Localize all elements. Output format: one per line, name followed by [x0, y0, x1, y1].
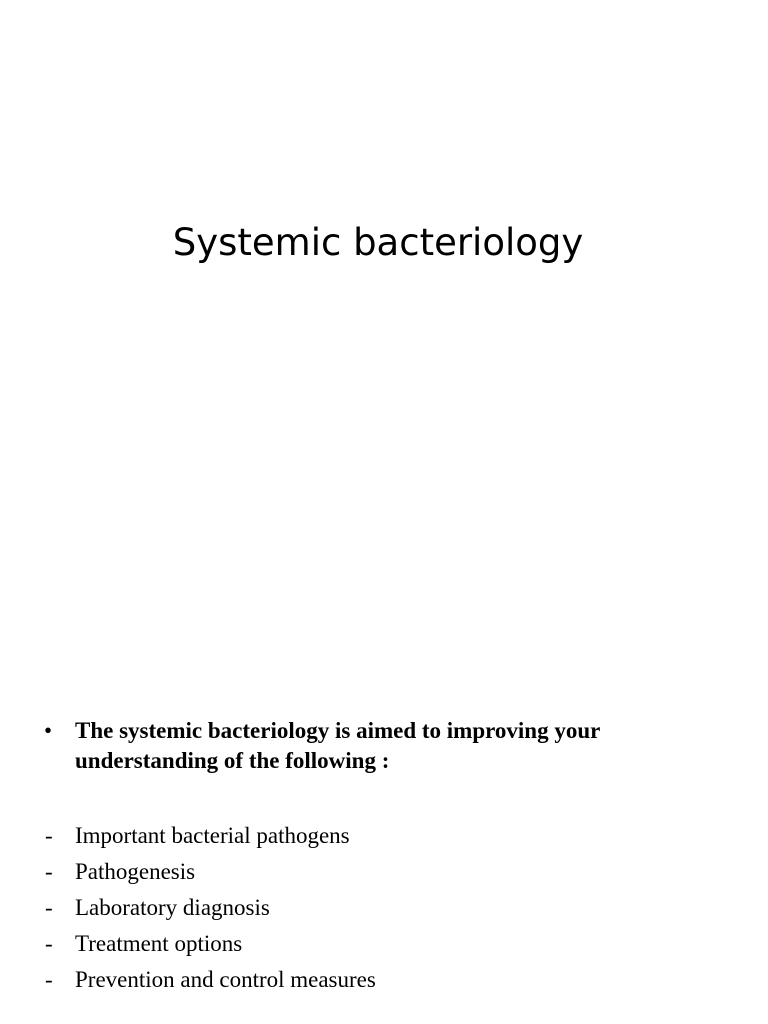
lead-text: The systemic bacteriology is aimed to improving your understanding of the following : — [75, 718, 600, 773]
dash-marker: - — [45, 859, 53, 884]
bullet-marker: • — [44, 718, 53, 743]
dash-marker: - — [45, 823, 53, 848]
dash-marker: - — [45, 967, 53, 992]
topic-list-item — [44, 962, 744, 998]
topic-list — [44, 818, 744, 998]
topic-label: Laboratory diagnosis — [75, 895, 270, 920]
topic-label: Pathogenesis — [75, 859, 196, 884]
dash-marker: - — [45, 895, 53, 920]
topic-list-item — [44, 818, 744, 854]
topic-list-item — [44, 890, 744, 926]
topic-label: Treatment options — [75, 931, 243, 956]
topic-list-item — [44, 926, 744, 962]
slide-title: Systemic bacteriology — [172, 221, 584, 264]
dash-marker: - — [45, 931, 53, 956]
topic-list-item — [44, 854, 744, 890]
topic-label: Important bacterial pathogens — [75, 823, 350, 848]
topic-label: Prevention and control measures — [75, 967, 376, 992]
lead-bullet-point — [44, 716, 744, 776]
